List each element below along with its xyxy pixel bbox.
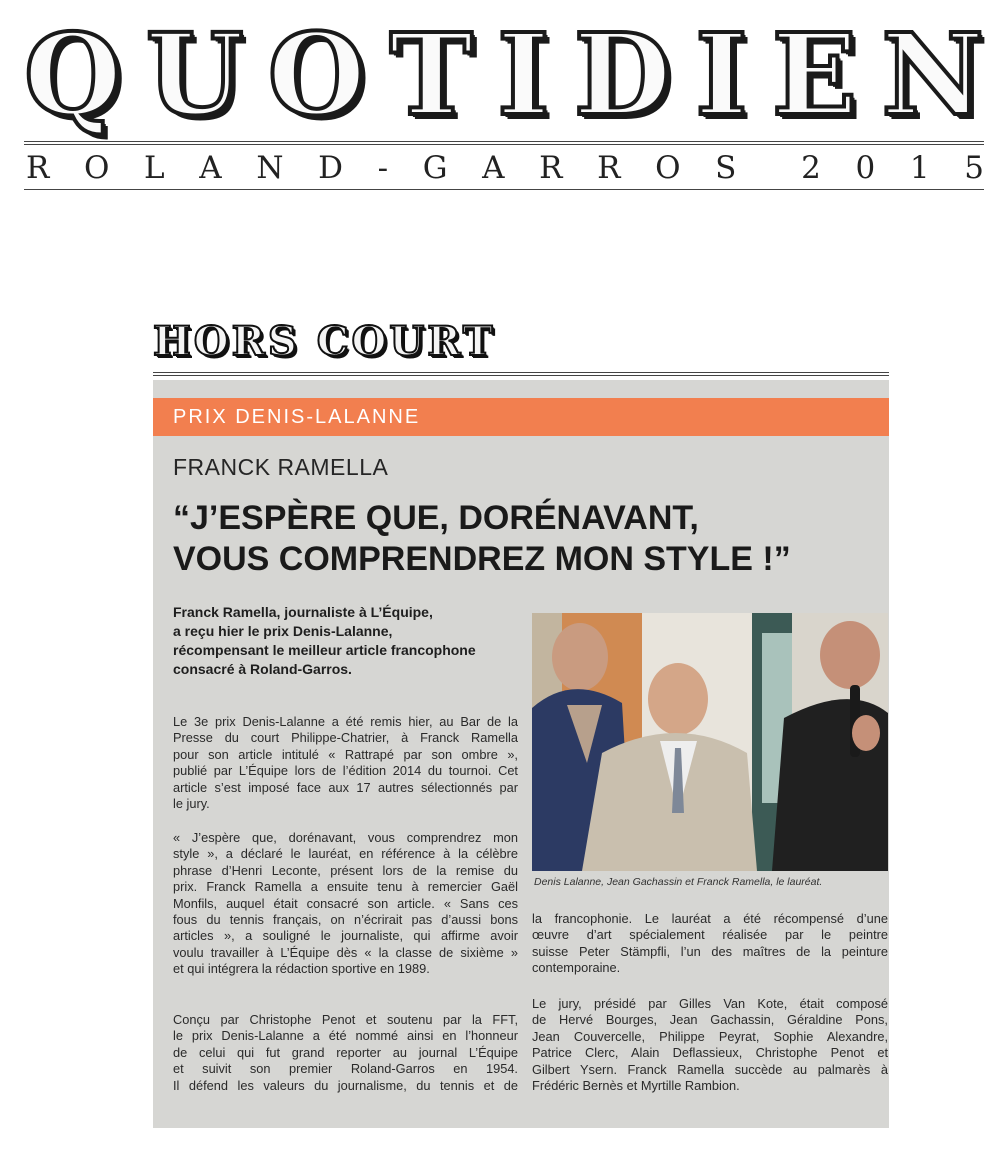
body-line: de celui qui fut grand reporter au journal L’Équipe [173, 1044, 518, 1060]
headline-line: “J’ESPÈRE QUE, DORÉNAVANT, [173, 499, 699, 537]
body-paragraph [173, 714, 518, 812]
category-banner: PRIX DENIS-LALANNE [153, 398, 889, 436]
subtitle-letter: 1 [909, 150, 930, 186]
masthead-rule-top-2 [24, 144, 984, 145]
section-rule [153, 372, 889, 373]
body-line: contemporaine. [532, 960, 621, 976]
subtitle-letter: R [539, 150, 563, 186]
body-line: Conçu par Christophe Penot et soutenu par la FFT, [173, 1012, 518, 1027]
masthead-letter: E [771, 10, 858, 141]
masthead-letter: N [881, 10, 984, 141]
body-line: le jury. [173, 796, 210, 812]
body-line: Il défend les valeurs du journalisme, du tennis et de [173, 1077, 518, 1093]
lede-line: a reçu hier le prix Denis-Lalanne, [173, 623, 393, 639]
article-kicker: FRANCK RAMELLA [173, 454, 389, 480]
subtitle-letter: L [144, 150, 165, 186]
body-line: Patrice Clerc, Alain Deflassieux, Christophe Penot et [532, 1045, 888, 1061]
body-line: Le 3e prix Denis-Lalanne a été remis hier, au Bar de la [173, 714, 518, 729]
section-title: HORS COURT [153, 318, 496, 365]
body-line: Presse du court Philippe-Chatrier, à Franck Ramella [173, 730, 518, 746]
masthead-letter: U [145, 10, 244, 141]
body-line: style », a déclaré le lauréat, en référence à la célèbre [173, 846, 518, 862]
subtitle-letter: O [655, 150, 681, 186]
subtitle-letter: A [482, 150, 505, 186]
body-line: œuvre d’art spécialement réalisée par le peintre [532, 927, 888, 943]
body-line: Le jury, présidé par Gilles Van Kote, était composé [532, 996, 888, 1011]
section-rule-2 [153, 375, 889, 376]
article-photo [532, 613, 888, 871]
subtitle-letter: A [199, 150, 222, 186]
masthead-letter: T [389, 10, 473, 141]
article-lede [173, 603, 518, 679]
subtitle-letter: G [422, 150, 448, 186]
masthead-letter: Q [24, 10, 122, 141]
headline-line: VOUS COMPRENDREZ MON STYLE !” [173, 540, 791, 578]
masthead-letter: I [497, 10, 550, 141]
body-line: de Hervé Bourges, Jean Gachassin, Géraldine Pons, [532, 1012, 888, 1028]
body-line: Monfils, auquel était consacré son article. « Sans ces [173, 895, 518, 911]
photo-caption: Denis Lalanne, Jean Gachassin et Franck Ramella, le lauréat. [534, 876, 823, 888]
subtitle-letter: N [256, 150, 284, 186]
body-paragraph [173, 1012, 518, 1094]
body-line: la francophonie. Le lauréat a été récompensé d’une [532, 911, 888, 926]
masthead-letter: D [573, 10, 671, 141]
body-line: phrase d’Henri Leconte, présent lors de la remise du [173, 862, 518, 878]
article-headline [173, 498, 873, 580]
body-line: et qui intégrera la rédaction sportive en 1989. [173, 961, 430, 977]
masthead-title [24, 12, 984, 140]
body-line: article s’est imposé face aux 17 autres sélectionnés par [173, 779, 518, 795]
lede-line: récompensant le meilleur article francophone [173, 642, 476, 658]
body-line: « J’espère que, dorénavant, vous comprendrez mon [173, 830, 518, 845]
subtitle-letter: R [26, 150, 50, 186]
body-line: fous du tennis français, on n’écrirait pas d’aussi bons [173, 912, 518, 928]
body-paragraph [173, 830, 518, 978]
body-line: Gilbert Ysern. Franck Ramella succède au palmarès à [532, 1061, 888, 1077]
body-line: suisse Peter Stämpfli, l’un des maîtres de la peinture [532, 943, 888, 959]
subtitle-letter: 0 [855, 150, 876, 186]
subtitle-letter: 2 [801, 150, 821, 186]
body-line: pour son article intitulé « Rattrapé par son ombre », [173, 746, 518, 762]
body-line: Jean Couvercelle, Philippe Peyrat, Sophie Alexandre, [532, 1028, 888, 1044]
masthead-letter: I [695, 10, 748, 141]
masthead-letter: O [267, 10, 366, 141]
body-line: le prix Denis-Lalanne a été nommé ainsi en l’honneur [173, 1028, 518, 1044]
lede-line: Franck Ramella, journaliste à L’Équipe, [173, 604, 433, 620]
subtitle-letter: - [377, 150, 389, 186]
subtitle-letter: S [715, 150, 737, 186]
subtitle-letter: 5 [964, 150, 984, 186]
body-line: Frédéric Bernès et Myrtille Rambion. [532, 1078, 740, 1094]
body-line: prix. Franck Ramella a ensuite tenu à remercier Gaël [173, 879, 518, 895]
body-line: articles », a souligné le journaliste, qui affirme avoir [173, 928, 518, 944]
subtitle-letter: O [83, 150, 110, 186]
body-line: voulu travailler à L’Équipe dès « la classe de sixième » [173, 944, 518, 960]
body-paragraph [532, 996, 888, 1094]
masthead-rule-bottom [24, 189, 984, 190]
body-line: publié par L’Équipe lors de l’édition 2014 du tournoi. Cet [173, 763, 518, 779]
body-paragraph [532, 911, 888, 977]
masthead-rule-top [24, 141, 984, 142]
lede-line: consacré à Roland-Garros. [173, 661, 352, 677]
subtitle-letter: R [597, 150, 621, 186]
article [153, 380, 889, 1128]
subtitle-letter: D [318, 150, 343, 186]
photo-illustration [532, 613, 888, 871]
masthead-subtitle [26, 148, 984, 188]
body-line: et suivit son premier Roland-Garros en 1954. [173, 1061, 518, 1077]
